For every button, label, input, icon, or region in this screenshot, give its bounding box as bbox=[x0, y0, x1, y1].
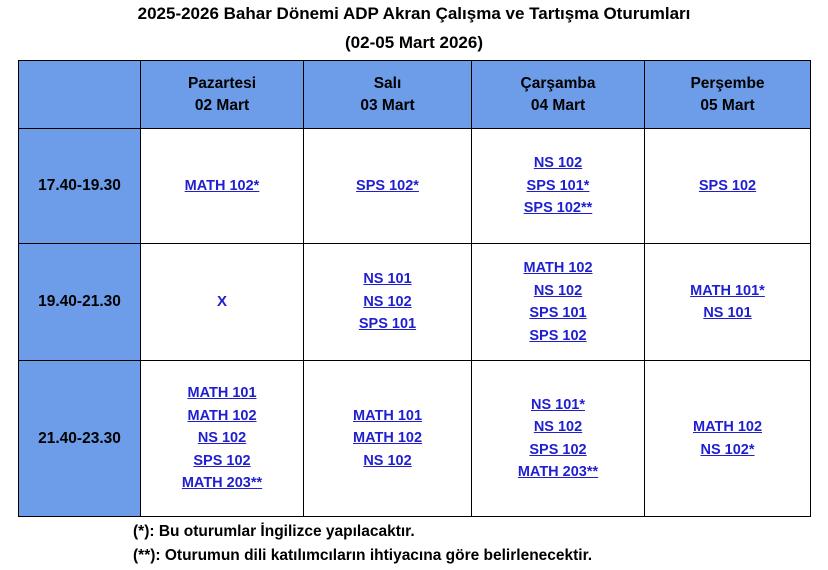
header-day-thursday bbox=[645, 61, 811, 129]
course-link[interactable]: MATH 102 bbox=[187, 407, 257, 424]
session-cell bbox=[472, 129, 645, 244]
course-link[interactable]: NS 101 bbox=[363, 271, 412, 288]
course-link[interactable]: SPS 102* bbox=[356, 177, 419, 194]
session-cell bbox=[304, 129, 472, 244]
session-cell bbox=[304, 361, 472, 517]
session-cell bbox=[141, 361, 304, 517]
course-link[interactable]: NS 102 bbox=[533, 282, 583, 299]
course-link[interactable]: MATH 102 bbox=[523, 260, 593, 276]
header-corner bbox=[19, 61, 141, 129]
header-day-tuesday bbox=[304, 61, 472, 129]
time-slot: 19.40-21.30 bbox=[19, 244, 141, 361]
course-link[interactable]: NS 101 bbox=[703, 305, 752, 321]
course-link[interactable]: MATH 102 bbox=[352, 430, 423, 447]
course-link[interactable]: MATH 101* bbox=[690, 282, 765, 299]
session-cell bbox=[645, 244, 811, 361]
page-title: 2025-2026 Bahar Dönemi ADP Akran Çalışma ve Tartışma Oturumları bbox=[137, 4, 691, 23]
course-link[interactable]: MATH 102* bbox=[184, 177, 260, 194]
session-cell bbox=[645, 361, 811, 517]
day-date: 03 Mart bbox=[360, 96, 415, 114]
session-cell bbox=[645, 129, 811, 244]
header-day-monday bbox=[141, 61, 304, 129]
day-date: 04 Mart bbox=[530, 96, 586, 114]
session-cell bbox=[304, 244, 472, 361]
time-slot: 21.40-23.30 bbox=[19, 361, 141, 517]
session-cell bbox=[472, 244, 645, 361]
time-slot: 17.40-19.30 bbox=[19, 129, 141, 244]
page-subtitle: (02-05 Mart 2026) bbox=[345, 33, 483, 52]
session-cell bbox=[472, 361, 645, 517]
day-date: 05 Mart bbox=[700, 96, 755, 114]
footnote-language: (**): Oturumun dili katılımcıların ihtiyacına göre belirlenecektir. bbox=[133, 547, 593, 564]
header-day-wednesday bbox=[472, 61, 645, 129]
session-cell bbox=[141, 129, 304, 244]
table-row bbox=[19, 244, 811, 361]
course-link[interactable]: SPS 101 bbox=[529, 305, 587, 321]
course-link[interactable]: NS 102 bbox=[533, 155, 583, 172]
course-link[interactable]: MATH 102 bbox=[692, 419, 763, 435]
day-name: Çarşamba bbox=[520, 74, 596, 92]
course-link[interactable]: NS 102* bbox=[700, 441, 755, 458]
table-row bbox=[19, 129, 811, 244]
course-link[interactable]: SPS 102 bbox=[529, 327, 587, 344]
table-row bbox=[19, 361, 811, 517]
course-link[interactable]: NS 102 bbox=[363, 293, 412, 310]
course-link[interactable]: SPS 102** bbox=[523, 200, 593, 217]
no-session-mark: X bbox=[216, 293, 227, 310]
course-link[interactable]: NS 102 bbox=[363, 452, 412, 469]
course-link[interactable]: SPS 102 bbox=[193, 452, 251, 469]
session-cell bbox=[141, 244, 304, 361]
day-date: 02 Mart bbox=[194, 96, 250, 114]
course-link[interactable]: SPS 102 bbox=[529, 441, 587, 458]
course-link[interactable]: NS 101* bbox=[530, 396, 585, 413]
course-link[interactable]: SPS 101* bbox=[526, 177, 590, 194]
day-name: Salı bbox=[373, 74, 402, 92]
course-link[interactable]: MATH 101 bbox=[352, 407, 423, 424]
course-link[interactable]: NS 102 bbox=[197, 430, 247, 447]
course-link[interactable]: MATH 203** bbox=[181, 475, 263, 492]
course-link[interactable]: SPS 102 bbox=[698, 177, 757, 194]
course-link[interactable]: MATH 101 bbox=[187, 385, 257, 402]
day-name: Pazartesi bbox=[187, 74, 257, 92]
footnote-english: (*): Bu oturumlar İngilizce yapılacaktır. bbox=[133, 523, 415, 540]
course-link[interactable]: MATH 203** bbox=[517, 464, 599, 480]
schedule-table bbox=[18, 60, 811, 517]
day-name: Perşembe bbox=[690, 74, 765, 92]
course-link[interactable]: NS 102 bbox=[533, 419, 583, 435]
course-link[interactable]: SPS 101 bbox=[358, 316, 417, 333]
